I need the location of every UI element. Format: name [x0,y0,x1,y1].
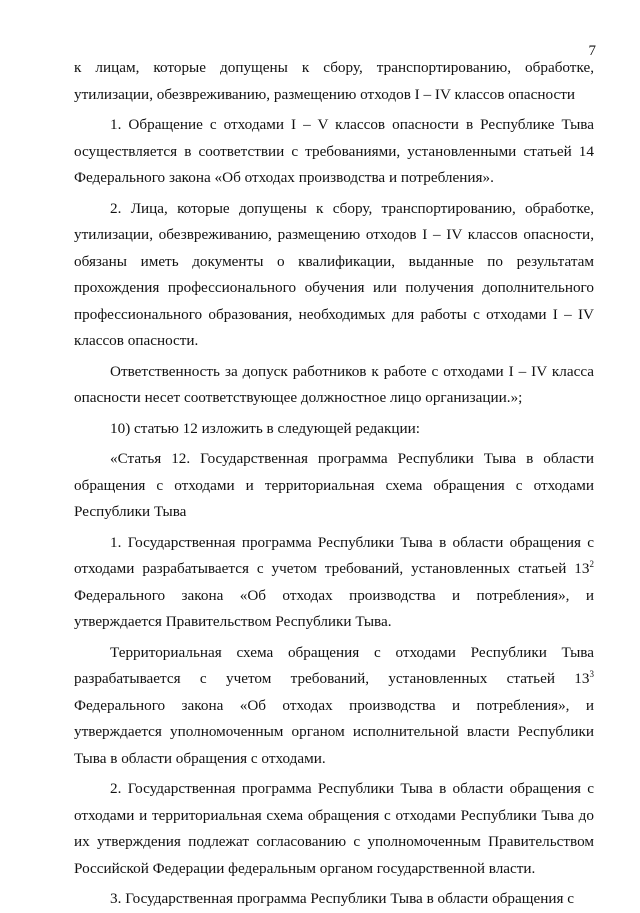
paragraph-item-2: 2. Лица, которые допущены к сбору, транспортированию, обработке, утилизации, обезвреживанию, размещению отходов I – IV классов опасности, обязаны иметь документы о квалификации, выданные по результатам прохождения профессионального обучения или получения дополнительного профессионального образования, необходимых для работы с отходами I – IV классов опасности. [74,199,594,349]
paragraph-responsibility: Ответственность за допуск работников к работе с отходами I – IV класса опасности несет соответствующее должностное лицо организации.»; [74,362,594,406]
paragraph-item-1: 1. Обращение с отходами I – V классов опасности в Республике Тыва осуществляется в соответствии с требованиями, установленными статьей 14 Федерального закона «Об отходах производства и потребления». [74,116,594,186]
article-12-heading: «Статья 12. Государственная программа Республики Тыва в области обращения с отходами и территориальная схема обращения с отходами Республики Тыва [74,450,594,520]
article-12-item-1-text-b: Федерального закона «Об отходах производства и потребления», и утверждается Правительством Республики Тыва. [74,586,594,630]
superscript-2: 2 [589,559,594,569]
document-body [74,55,594,913]
page-number: 7 [588,43,596,59]
territorial-scheme-text-b: Федерального закона «Об отходах производства и потребления», и утверждается уполномоченным органом исполнительной власти Республики Тыва в области обращения с отходами. [74,696,594,767]
article-12-item-2: 2. Государственная программа Республики Тыва в области обращения с отходами и территориальная схема обращения с отходами Республики Тыва до их утверждения подлежат согласованию с уполномоченным Правительством Российской Федерации федеральным органом государственной власти. [74,780,594,877]
article-12-territorial-scheme [74,640,594,773]
article-12-item-1 [74,530,594,636]
territorial-scheme-text-a: Территориальная схема обращения с отходами Республики Тыва разрабатывается с учетом требований, установленных статьей 13 [74,643,594,687]
paragraph-amendment-10: 10) статью 12 изложить в следующей редакции: [110,419,420,437]
paragraph-continuation: к лицам, которые допущены к сбору, транспортированию, обработке, утилизации, обезвреживанию, размещению отходов I – IV классов опасности [74,59,594,103]
article-12-item-3: 3. Государственная программа Республики Тыва в области обращения с [110,890,574,907]
superscript-3: 3 [589,669,594,679]
article-12-item-1-text-a: 1. Государственная программа Республики Тыва в области обращения с отходами разрабатывается с учетом требований, установленных статьей 13 [74,533,594,577]
